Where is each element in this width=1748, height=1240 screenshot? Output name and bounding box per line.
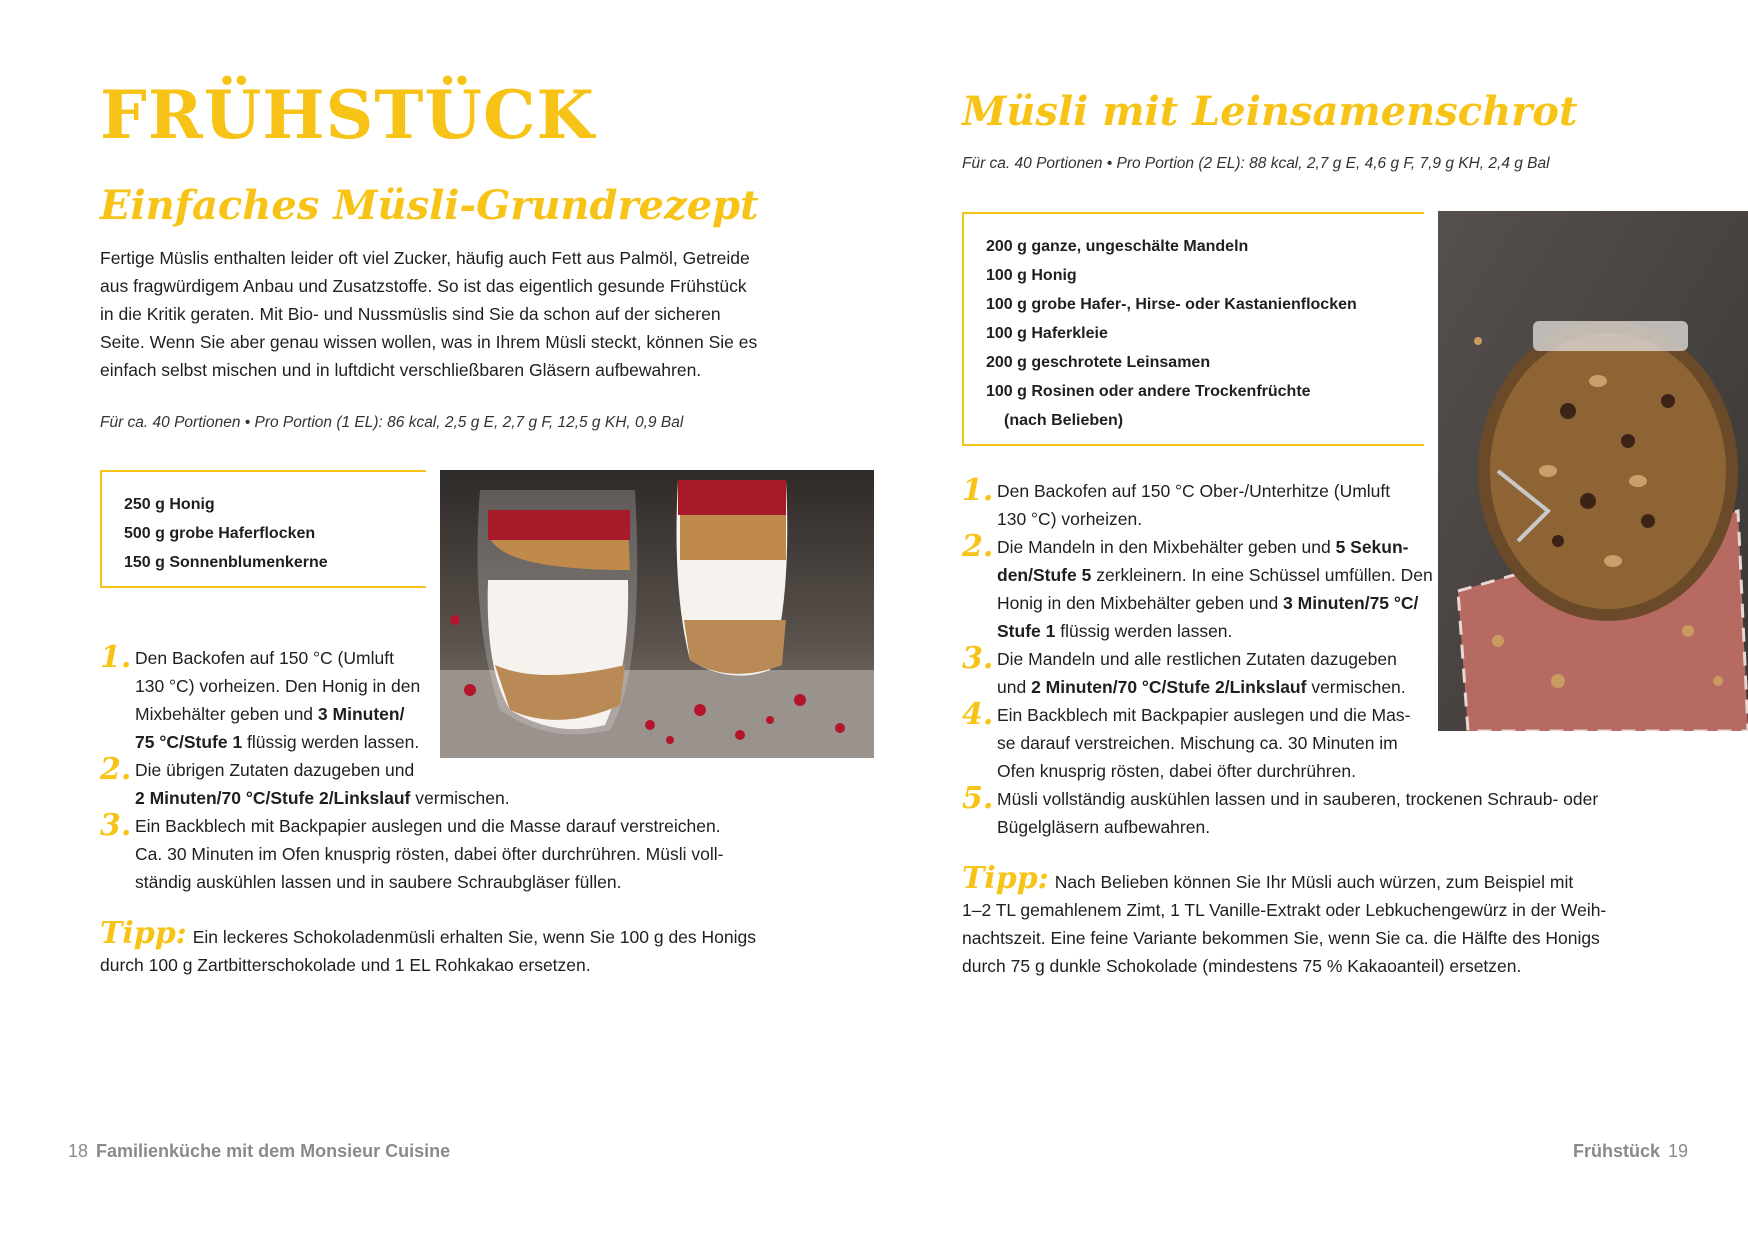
- page-number-right: 19: [1667, 1141, 1688, 1161]
- tipp-line: Tipp: Nach Belieben können Sie Ihr Müsli auch würzen, zum Beispiel mit: [962, 861, 1574, 896]
- ingredient-item: 100 g Rosinen oder andere Trockenfrüchte: [986, 383, 1311, 400]
- recipe-title-left: Einfaches Müsli-Grundrezept: [100, 182, 759, 229]
- intro-line: aus fragwürdigem Anbau und Zusatzstoffe. So ist das eigentlich gesunde Frühstück: [100, 276, 747, 296]
- step-line: Ca. 30 Minuten im Ofen knusprig rösten, dabei öfter durchrühren. Müsli voll-: [135, 844, 724, 864]
- ingredient-item: 200 g geschrotete Leinsamen: [986, 354, 1211, 371]
- step-line: Die Mandeln in den Mixbehälter geben und 5 Sekun-: [997, 537, 1409, 557]
- step-line: Müsli vollständig auskühlen lassen und in sauberen, trockenen Schraub- oder: [997, 789, 1599, 809]
- step-number: 1.: [100, 640, 132, 675]
- intro-line: Seite. Wenn Sie aber genau wissen wollen, was in Ihrem Müsli steckt, können Sie es: [100, 332, 758, 352]
- ingredient-item: 100 g Honig: [986, 267, 1077, 284]
- tipp-line: 1–2 TL gemahlenem Zimt, 1 TL Vanille-Extrakt oder Lebkuchengewürz in der Weih-: [962, 900, 1607, 920]
- step-right-1: [962, 473, 1432, 533]
- step-line: Den Backofen auf 150 °C Ober-/Unterhitze (Umluft: [997, 481, 1391, 501]
- step-line: Den Backofen auf 150 °C (Umluft: [135, 648, 394, 668]
- step-line: Honig in den Mixbehälter geben und 3 Minuten/75 °C/: [997, 593, 1419, 613]
- step-left-2: [100, 752, 800, 812]
- ingredient-item: 500 g grobe Haferflocken: [124, 525, 316, 542]
- step-line: und 2 Minuten/70 °C/Stufe 2/Linkslauf vermischen.: [997, 677, 1406, 697]
- parfait-photo: [440, 470, 874, 758]
- step-line: 130 °C) vorheizen. Den Honig in den: [135, 676, 421, 696]
- step-number: 3.: [962, 641, 994, 676]
- footer-title-left: Familienküche mit dem Monsieur Cuisine: [96, 1141, 451, 1161]
- step-line: Die Mandeln und alle restlichen Zutaten dazugeben: [997, 649, 1397, 669]
- intro-line: Fertige Müslis enthalten leider oft viel Zucker, häufig auch Fett aus Palmöl, Getreide: [100, 248, 750, 268]
- footer-title-right: Frühstück: [1572, 1141, 1660, 1161]
- tipp-line: Tipp: Ein leckeres Schokoladenmüsli erhalten Sie, wenn Sie 100 g des Honigs: [100, 916, 756, 951]
- ingredient-item: 150 g Sonnenblumenkerne: [124, 554, 328, 571]
- step-line: Ein Backblech mit Backpapier auslegen und die Mas-: [997, 705, 1411, 725]
- granola-jar-photo: [1438, 211, 1748, 731]
- tipp-right: [962, 861, 1682, 980]
- step-line: Mixbehälter geben und 3 Minuten/: [135, 704, 405, 724]
- ingredient-item: 100 g grobe Hafer-, Hirse- oder Kastanienflocken: [986, 296, 1357, 313]
- step-line: den/Stufe 5 zerkleinern. In eine Schüssel umfüllen. Den: [997, 565, 1433, 585]
- tipp-line: durch 75 g dunkle Schokolade (mindestens 75 % Kakaoanteil) ersetzen.: [962, 956, 1522, 976]
- step-line: Die übrigen Zutaten dazugeben und: [135, 760, 415, 780]
- intro-line: einfach selbst mischen und in luftdicht verschließbaren Gläsern aufbewahren.: [100, 360, 702, 380]
- step-right-5: [962, 781, 1682, 841]
- step-line: Stufe 1 flüssig werden lassen.: [997, 621, 1233, 641]
- step-left-3: [100, 808, 820, 896]
- step-number: 5.: [962, 781, 994, 816]
- step-line: se darauf verstreichen. Mischung ca. 30 Minuten im: [997, 733, 1398, 753]
- step-line: 75 °C/Stufe 1 flüssig werden lassen.: [135, 732, 420, 752]
- step-number: 3.: [100, 808, 132, 843]
- step-line: Ofen knusprig rösten, dabei öfter durchrühren.: [997, 761, 1356, 781]
- step-number: 4.: [962, 697, 994, 732]
- footer-right: [1573, 1141, 1696, 1162]
- step-line: 2 Minuten/70 °C/Stufe 2/Linkslauf vermischen.: [135, 788, 510, 808]
- page-number-left: 18: [68, 1141, 89, 1161]
- ingredient-item: 100 g Haferkleie: [986, 325, 1108, 342]
- ingredients-box-left: [100, 470, 426, 588]
- ingredient-item: 250 g Honig: [124, 496, 215, 513]
- tipp-line: nachtszeit. Eine feine Variante bekommen Sie, wenn Sie ca. die Hälfte des Honigs: [962, 928, 1600, 948]
- step-number: 2.: [100, 752, 132, 787]
- step-right-2: [962, 529, 1442, 645]
- step-line: Bügelgläsern aufbewahren.: [997, 817, 1211, 837]
- chapter-title: FRÜHSTÜCK: [100, 76, 595, 154]
- step-line: ständig auskühlen lassen und in saubere Schraubgläser füllen.: [135, 872, 622, 892]
- nutrition-info-right: Für ca. 40 Portionen • Pro Portion (2 EL): 88 kcal, 2,7 g E, 4,6 g F, 7,9 g KH, 2,4 g Bal: [962, 155, 1550, 172]
- ingredient-item: (nach Belieben): [1004, 412, 1124, 429]
- step-right-4: [962, 697, 1442, 785]
- tipp-left: [100, 916, 820, 979]
- step-right-3: [962, 641, 1442, 701]
- tipp-line: durch 100 g Zartbitterschokolade und 1 EL Rohkakao ersetzen.: [100, 955, 591, 975]
- step-left-1: [100, 640, 430, 756]
- intro-line: in die Kritik geraten. Mit Bio- und Nussmüslis sind Sie da schon auf der sicheren: [100, 304, 721, 324]
- recipe-title-right: Müsli mit Leinsamenschrot: [962, 88, 1578, 135]
- step-line: Ein Backblech mit Backpapier auslegen und die Masse darauf verstreichen.: [135, 816, 721, 836]
- step-number: 1.: [962, 473, 994, 508]
- footer-left: [60, 1141, 450, 1162]
- tipp-label: Tipp:: [100, 916, 187, 951]
- ingredients-box-right: [962, 212, 1424, 446]
- step-number: 2.: [962, 529, 994, 564]
- ingredient-item: 200 g ganze, ungeschälte Mandeln: [986, 238, 1249, 255]
- intro-paragraph: [100, 244, 800, 384]
- step-line: 130 °C) vorheizen.: [997, 509, 1143, 529]
- tipp-label: Tipp:: [962, 861, 1049, 896]
- nutrition-info-left: Für ca. 40 Portionen • Pro Portion (1 EL): 86 kcal, 2,5 g E, 2,7 g F, 12,5 g KH, 0,9 Bal: [100, 414, 684, 431]
